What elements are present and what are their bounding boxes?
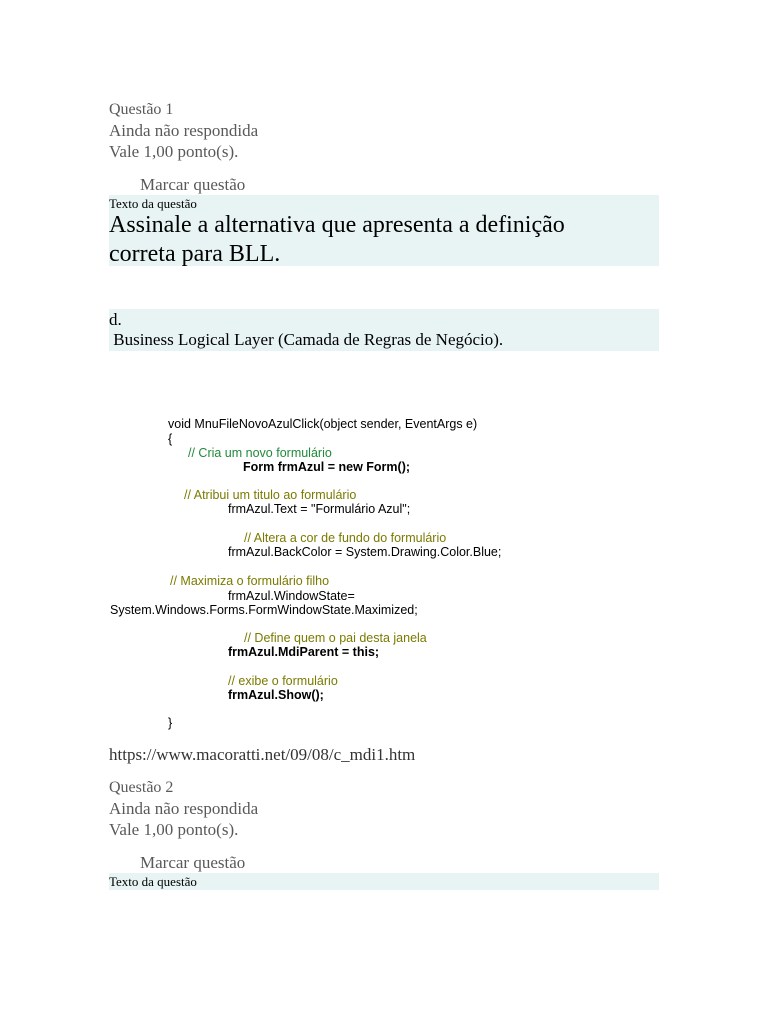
code-line-backcolor: frmAzul.BackColor = System.Drawing.Color.Blue; (228, 545, 502, 559)
question-2-text-heading: Texto da questão (109, 874, 197, 889)
flag-question-2-link[interactable]: Marcar questão (140, 853, 246, 872)
question-1-text-heading: Texto da questão (109, 196, 197, 211)
code-comment-create: // Cria um novo formulário (188, 446, 332, 460)
answer-text: Business Logical Layer (Camada de Regras de Negócio). (109, 330, 504, 349)
question-1-text-panel (109, 195, 659, 266)
code-line-open-brace: { (168, 432, 173, 446)
code-line-windowstate-value: System.Windows.Forms.FormWindowState.Maximized; (110, 603, 418, 617)
code-line-signature: void MnuFileNovoAzulClick(object sender, EventArgs e) (168, 417, 478, 431)
code-line-windowstate: frmAzul.WindowState= (228, 589, 355, 603)
question-2-status: Ainda não respondida (109, 799, 259, 818)
code-line-text: frmAzul.Text = "Formulário Azul"; (228, 502, 411, 516)
answer-letter: d. (109, 310, 122, 329)
question-1-status: Ainda não respondida (109, 121, 259, 140)
question-1-text-line2: correta para BLL. (109, 241, 281, 267)
question-2-value: Vale 1,00 ponto(s). (109, 820, 239, 839)
question-2-text-panel (109, 873, 659, 890)
question-1-text-line1: Assinale a alternativa que apresenta a definição (109, 212, 565, 238)
code-line-mdiparent: frmAzul.MdiParent = this; (228, 645, 380, 659)
question-1-answer-panel (109, 309, 659, 351)
question-1-value: Vale 1,00 ponto(s). (109, 142, 239, 161)
code-comment-backcolor: // Altera a cor de fundo do formulário (244, 531, 447, 545)
code-comment-maximize: // Maximiza o formulário filho (170, 574, 330, 588)
question-1-label: Questão 1 (109, 101, 174, 118)
flag-question-1-link[interactable]: Marcar questão (140, 175, 246, 194)
question-2-label: Questão 2 (109, 779, 174, 796)
code-comment-title: // Atribui um titulo ao formulário (184, 488, 357, 502)
code-line-show: frmAzul.Show(); (228, 688, 324, 702)
code-line-new-form: Form frmAzul = new Form(); (243, 460, 411, 474)
code-comment-parent: // Define quem o pai desta janela (244, 631, 427, 645)
code-line-close-brace: } (168, 716, 173, 730)
code-comment-show: // exibe o formulário (228, 674, 338, 688)
reference-link[interactable]: https://www.macoratti.net/09/08/c_mdi1.htm (109, 745, 416, 764)
